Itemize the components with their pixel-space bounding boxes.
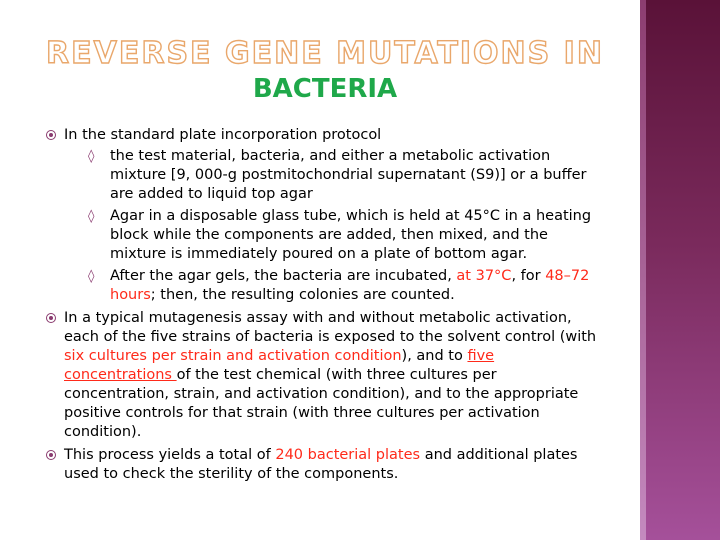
title-line-1: REVERSE GENE MUTATIONS IN	[46, 36, 604, 71]
sub-bullet-item	[88, 267, 606, 305]
text-run: , for	[511, 268, 546, 284]
bullet-text	[64, 310, 596, 440]
diamond-bullet-icon: ◊	[88, 149, 95, 164]
highlight-temperature: at 37°C	[456, 268, 512, 284]
sub-bullet-list	[88, 147, 606, 305]
text-run: of the test chemical (with three cultures per concentration, strain, and activation condition), and to the appropriate positive controls for that strain (with three cultures per activation condition).	[64, 367, 579, 440]
text-run: This process yields a total of	[64, 447, 276, 463]
decorative-side-bar	[640, 0, 720, 540]
sub-bullet-item	[88, 147, 606, 204]
text-run: In a typical mutagenesis assay with and without metabolic activation, each of the five strains of bacteria is exposed to the solvent control (with	[64, 310, 597, 345]
title-line-2: BACTERIA	[252, 74, 398, 104]
highlight-duration: 48–72 hours	[110, 268, 590, 303]
bullet-item	[46, 309, 606, 442]
text-run: ), and to	[401, 348, 468, 364]
diamond-bullet-icon: ◊	[88, 269, 95, 284]
diamond-bullet-icon: ◊	[88, 209, 95, 224]
bullet-item	[46, 126, 606, 305]
text-run: ; then, the resulting colonies are counted.	[150, 287, 455, 303]
sub-bullet-text: the test material, bacteria, and either a metabolic activation mixture [9, 000-g postmitochondrial supernatant (S9)] or a buffer are added to liquid top agar	[110, 148, 587, 202]
circle-bullet-icon	[46, 130, 56, 140]
bullet-text	[64, 447, 578, 482]
highlight-concentrations: five concentrations	[64, 348, 495, 383]
text-run: After the agar gels, the bacteria are incubated,	[110, 268, 457, 284]
slide-content	[46, 126, 606, 488]
text-run: and additional plates used to check the sterility of the components.	[64, 447, 578, 482]
sub-bullet-item	[88, 207, 606, 264]
sub-bullet-text: Agar in a disposable glass tube, which is held at 45°C in a heating block while the components are added, then mixed, and the mixture is immediately poured on a plate of bottom agar.	[110, 208, 592, 262]
sub-bullet-text	[110, 268, 589, 303]
highlight-plate-count: 240 bacterial plates	[275, 447, 421, 463]
highlight-cultures: six cultures per strain and activation condition	[64, 348, 402, 364]
circle-bullet-icon	[46, 313, 56, 323]
bullet-text: In the standard plate incorporation protocol	[64, 127, 382, 143]
circle-bullet-icon	[46, 450, 56, 460]
slide-title	[40, 36, 610, 106]
bullet-item	[46, 446, 606, 484]
